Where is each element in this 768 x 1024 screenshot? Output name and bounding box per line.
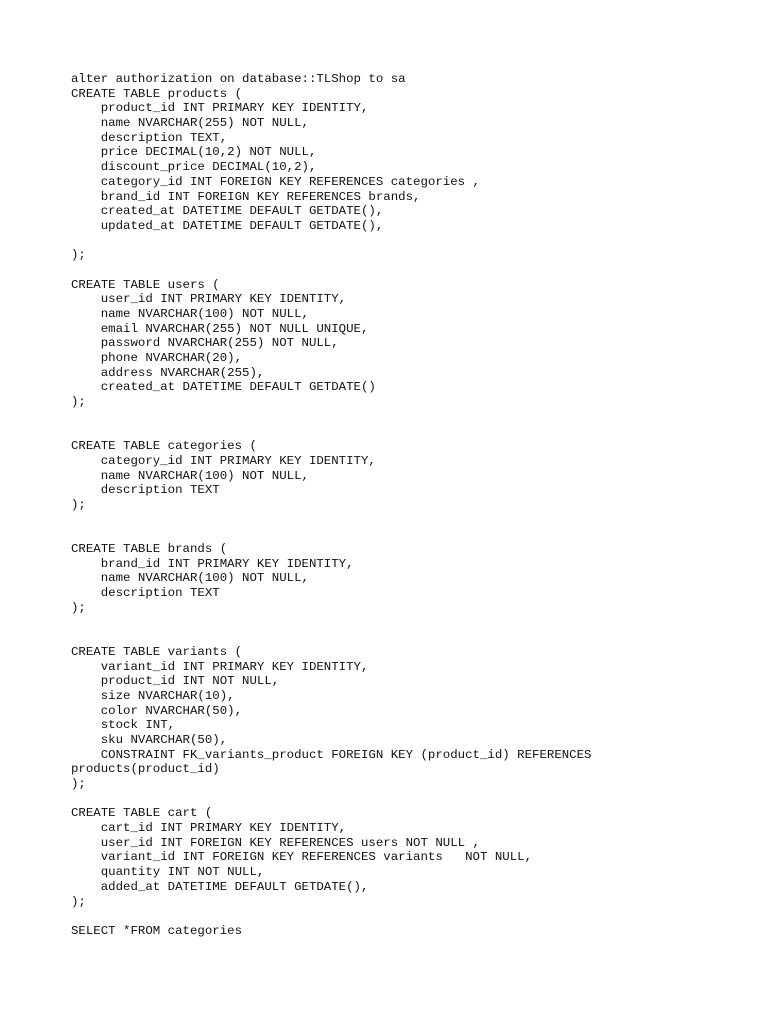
code-line: email NVARCHAR(255) NOT NULL UNIQUE, xyxy=(71,321,369,336)
code-line: CREATE TABLE cart ( xyxy=(71,806,213,821)
code-line xyxy=(71,513,751,528)
code-line: name NVARCHAR(100) NOT NULL, xyxy=(71,468,309,483)
code-line xyxy=(71,615,751,630)
code-line xyxy=(71,792,751,807)
code-line xyxy=(71,425,751,440)
code-line: price DECIMAL(10,2) NOT NULL, xyxy=(71,145,317,160)
code-line xyxy=(71,630,751,645)
code-line: user_id INT FOREIGN KEY REFERENCES users NOT NULL , xyxy=(71,835,480,850)
code-line xyxy=(71,527,751,542)
code-line: CREATE TABLE variants ( xyxy=(71,644,243,659)
code-line: CREATE TABLE categories ( xyxy=(71,439,257,454)
code-line xyxy=(71,909,751,924)
code-line: address NVARCHAR(255), xyxy=(71,365,265,380)
code-line: alter authorization on database::TLShop to sa xyxy=(71,72,406,86)
code-line: password NVARCHAR(255) NOT NULL, xyxy=(71,336,339,351)
code-line: CONSTRAINT FK_variants_product FOREIGN KEY (product_id) REFERENCES xyxy=(71,747,592,762)
code-line: user_id INT PRIMARY KEY IDENTITY, xyxy=(71,292,347,307)
sql-document xyxy=(71,72,751,939)
code-line: sku NVARCHAR(50), xyxy=(71,732,228,747)
code-line: description TEXT, xyxy=(71,130,228,145)
code-line: discount_price DECIMAL(10,2), xyxy=(71,160,317,175)
code-line: CREATE TABLE products ( xyxy=(71,86,243,101)
code-line: size NVARCHAR(10), xyxy=(71,688,235,703)
code-line: product_id INT PRIMARY KEY IDENTITY, xyxy=(71,101,369,116)
code-line: created_at DATETIME DEFAULT GETDATE() xyxy=(71,380,376,395)
code-line: cart_id INT PRIMARY KEY IDENTITY, xyxy=(71,821,347,836)
code-line: brand_id INT PRIMARY KEY IDENTITY, xyxy=(71,556,354,571)
code-line: added_at DATETIME DEFAULT GETDATE(), xyxy=(71,879,369,894)
code-line xyxy=(71,234,751,249)
code-line: variant_id INT PRIMARY KEY IDENTITY, xyxy=(71,659,369,674)
code-line xyxy=(71,410,751,425)
code-line: name NVARCHAR(100) NOT NULL, xyxy=(71,307,309,321)
code-line: ); xyxy=(71,894,86,909)
code-line: brand_id INT FOREIGN KEY REFERENCES brands, xyxy=(71,189,421,204)
code-line: product_id INT NOT NULL, xyxy=(71,674,280,689)
code-line: CREATE TABLE brands ( xyxy=(71,542,228,556)
code-line: category_id INT PRIMARY KEY IDENTITY, xyxy=(71,453,376,468)
code-line: category_id INT FOREIGN KEY REFERENCES categories , xyxy=(71,174,480,189)
code-line: color NVARCHAR(50), xyxy=(71,703,243,718)
code-line: updated_at DATETIME DEFAULT GETDATE(), xyxy=(71,218,384,233)
code-line: description TEXT xyxy=(71,586,220,601)
code-line: created_at DATETIME DEFAULT GETDATE(), xyxy=(71,204,384,219)
code-line: ); xyxy=(71,497,86,512)
code-line xyxy=(71,263,751,278)
code-line: ); xyxy=(71,248,86,263)
code-line: ); xyxy=(71,395,86,410)
code-line: stock INT, xyxy=(71,718,176,733)
code-line: phone NVARCHAR(20), xyxy=(71,351,243,366)
code-line: name NVARCHAR(255) NOT NULL, xyxy=(71,116,309,131)
code-line: variant_id INT FOREIGN KEY REFERENCES variants NOT NULL, xyxy=(71,850,533,865)
code-line: name NVARCHAR(100) NOT NULL, xyxy=(71,571,309,586)
code-line: CREATE TABLE users ( xyxy=(71,277,220,292)
code-line: ); xyxy=(71,600,86,615)
code-line: SELECT *FROM categories xyxy=(71,923,243,938)
code-line: description TEXT xyxy=(71,483,220,498)
code-line: products(product_id) xyxy=(71,762,220,777)
code-line: quantity INT NOT NULL, xyxy=(71,865,265,880)
code-line: ); xyxy=(71,777,86,791)
